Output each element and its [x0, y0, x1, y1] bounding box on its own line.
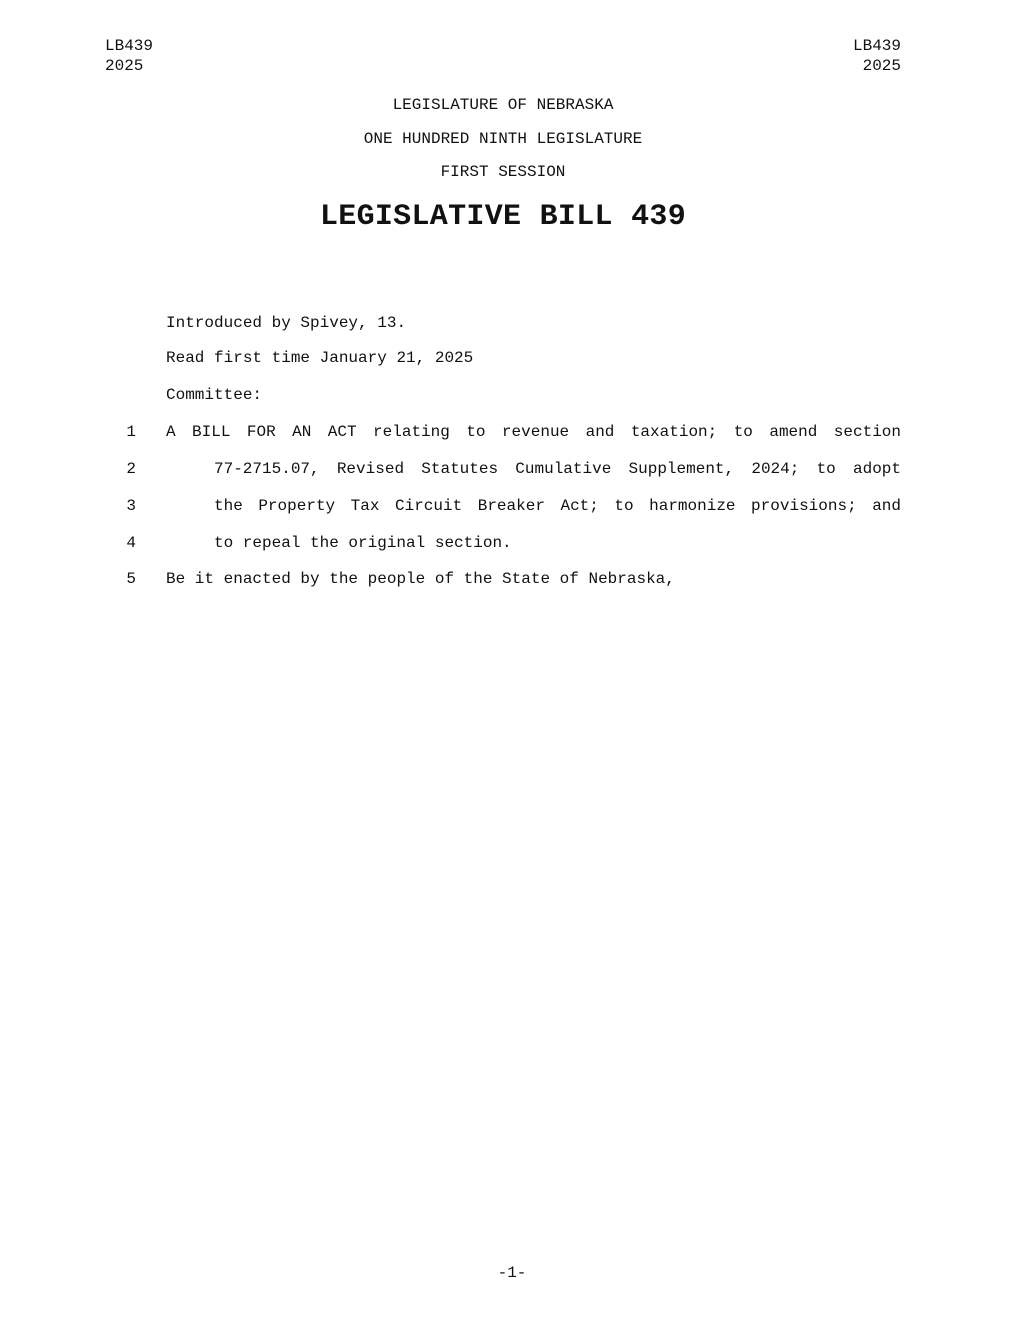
header-right-year: 2025 — [862, 57, 901, 75]
bill-text-line: 77-2715.07, Revised Statutes Cumulative Supplement, 2024; to adopt — [214, 460, 901, 478]
bill-text-line: to repeal the original section. — [214, 534, 512, 552]
bill-text-line: A BILL FOR AN ACT relating to revenue and taxation; to amend section — [166, 423, 901, 441]
read-first-time: Read first time January 21, 2025 — [166, 349, 474, 367]
bill-text-line: the Property Tax Circuit Breaker Act; to harmonize provisions; and — [214, 497, 901, 515]
header-left-year: 2025 — [105, 57, 144, 75]
introduced-by: Introduced by Spivey, 13. — [166, 314, 407, 332]
enacting-clause: Be it enacted by the people of the State of Nebraska, — [166, 570, 675, 588]
committee-label: Committee: — [166, 386, 263, 404]
header-left-bill: LB439 — [105, 37, 154, 55]
line-number: 3 — [126, 497, 136, 515]
session-label: FIRST SESSION — [440, 163, 566, 181]
bill-title: LEGISLATIVE BILL 439 — [319, 200, 687, 234]
line-number: 5 — [126, 570, 136, 588]
line-number: 1 — [126, 423, 136, 441]
header-right — [845, 36, 901, 76]
header-right-bill: LB439 — [852, 37, 901, 55]
legislature-name: LEGISLATURE OF NEBRASKA — [392, 96, 614, 114]
line-number: 2 — [126, 460, 136, 478]
legislature-number: ONE HUNDRED NINTH LEGISLATURE — [363, 130, 643, 148]
line-number: 4 — [126, 534, 136, 552]
header-left — [105, 36, 153, 76]
page-number: -1- — [497, 1264, 527, 1282]
